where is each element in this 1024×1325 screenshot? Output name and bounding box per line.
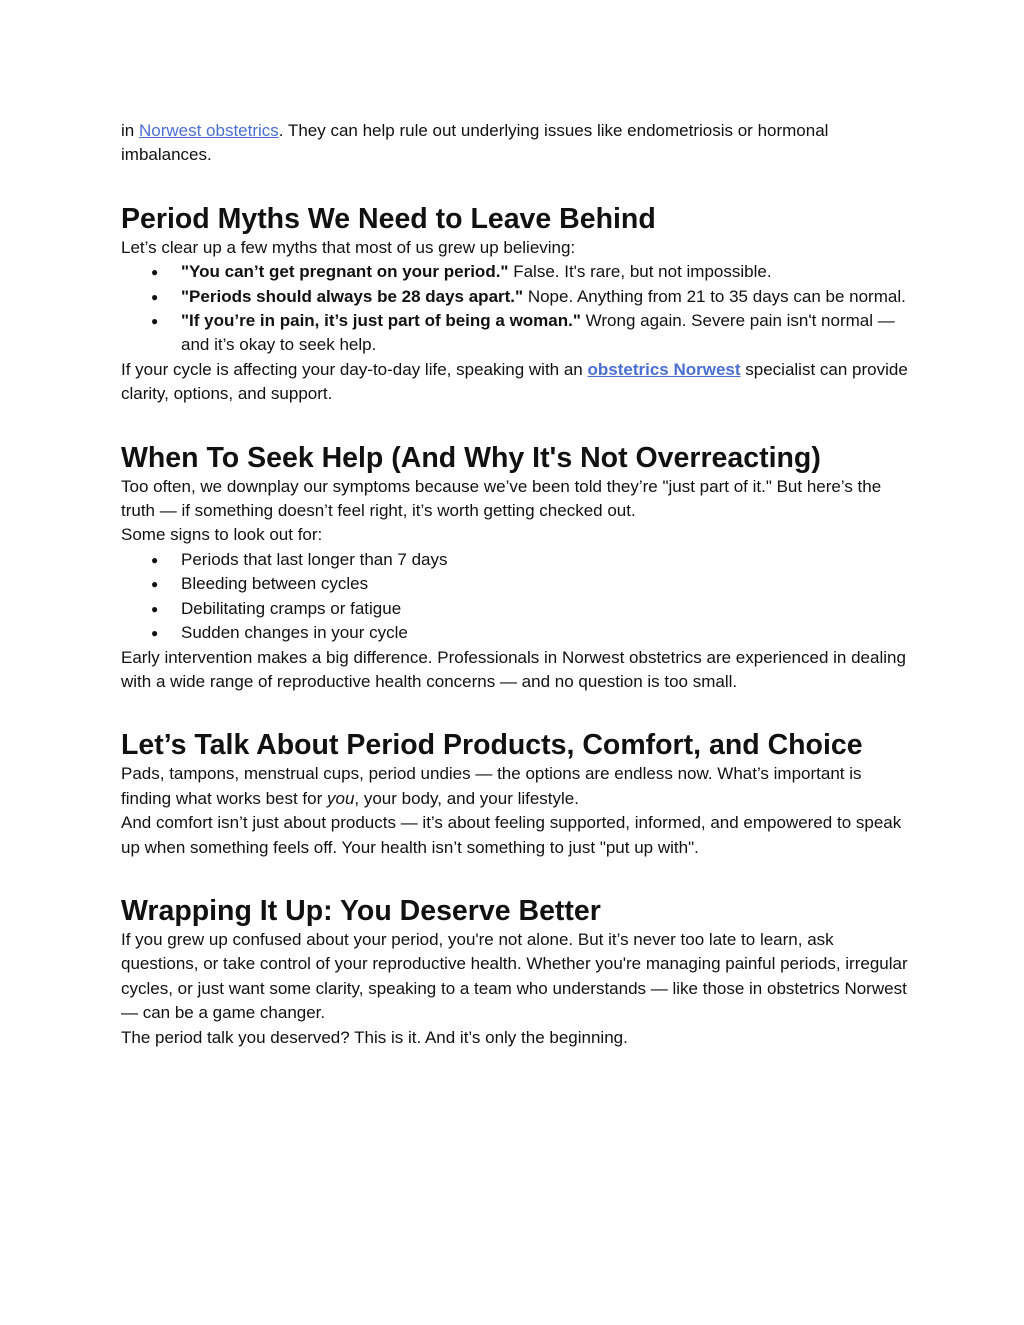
myths-list xyxy=(121,260,911,358)
spacer xyxy=(121,694,911,728)
spacer xyxy=(121,168,911,202)
signs-list xyxy=(121,548,911,646)
myths-heading: Period Myths We Need to Leave Behind xyxy=(121,202,656,235)
intro-paragraph xyxy=(121,119,911,168)
myth-statement: "You can’t get pregnant on your period." xyxy=(181,262,509,282)
myth-rebuttal: False. It's rare, but not impossible. xyxy=(508,262,772,282)
wrap-heading: Wrapping It Up: You Deserve Better xyxy=(121,894,601,927)
list-item xyxy=(181,260,911,284)
list-item: ● Debilitating cramps or fatigue xyxy=(181,597,911,621)
spacer xyxy=(121,860,911,894)
myth-statement: "If you’re in pain, it’s just part of being a woman." xyxy=(181,311,581,331)
products-text-pre: Pads, tampons, menstrual cups, period undies — the options are endless now. What’s important is finding what works best for xyxy=(121,764,862,808)
products-heading: Let’s Talk About Period Products, Comfort, and Choice xyxy=(121,729,863,762)
list-item xyxy=(181,309,911,358)
obstetrics-norwest-link[interactable]: obstetrics Norwest xyxy=(587,359,741,379)
products-text-post: , your body, and your lifestyle. xyxy=(354,788,579,808)
help-closing: Early intervention makes a big difference. Professionals in Norwest obstetrics are experienced in dealing with a wide range of reproductive health concerns — and no question is too small. xyxy=(121,647,906,691)
myths-closing-pre: If your cycle is affecting your day-to-day life, speaking with an xyxy=(121,359,588,379)
help-lead: Some signs to look out for: xyxy=(121,525,323,545)
spacer xyxy=(121,407,911,441)
list-item xyxy=(181,285,911,309)
myths-lead: Let’s clear up a few myths that most of us grew up believing: xyxy=(121,237,576,257)
help-heading: When To Seek Help (And Why It's Not Overreacting) xyxy=(121,441,821,474)
myths-closing-post: specialist can provide clarity, options, and support. xyxy=(121,359,908,404)
help-paragraph: Too often, we downplay our symptoms because we’ve been told they’re "just part of it." But here’s the truth — if something doesn’t feel right, it’s worth getting checked out. xyxy=(121,476,882,521)
wrap-paragraph-1: If you grew up confused about your period, you're not alone. But it’s never too late to learn, ask questions, or take control of your reproductive health. Whether you're managing painful periods, irregular cycles, or just want some clarity, speaking to a team who understands — like those in obstetrics Norwest — can be a game changer. xyxy=(121,929,908,1023)
list-item: ● Bleeding between cycles xyxy=(181,572,911,596)
list-item: ● Sudden changes in your cycle xyxy=(181,621,911,645)
list-item: ● Periods that last longer than 7 days xyxy=(181,548,911,572)
myth-rebuttal: Nope. Anything from 21 to 35 days can be normal. xyxy=(523,286,906,306)
norwest-obstetrics-link[interactable]: Norwest obstetrics xyxy=(138,121,279,140)
myth-rebuttal: Wrong again. Severe pain isn't normal — and it’s okay to seek help. xyxy=(181,311,895,355)
intro-text-post: . They can help rule out underlying issues like endometriosis or hormonal imbalances. xyxy=(121,121,829,165)
products-paragraph-1 xyxy=(121,762,911,811)
wrap-paragraph-2: The period talk you deserved? This is it. And it’s only the beginning. xyxy=(121,1027,628,1047)
myths-closing xyxy=(121,358,911,407)
intro-text-pre: in xyxy=(121,121,139,140)
myth-statement: "Periods should always be 28 days apart." xyxy=(181,286,524,306)
products-paragraph-2: And comfort isn’t just about products — it’s about feeling supported, informed, and empowered to speak up when something feels off. Your health isn’t something to just "put up with". xyxy=(121,813,902,857)
document-page xyxy=(121,119,911,1050)
products-emphasis: you xyxy=(326,788,355,808)
